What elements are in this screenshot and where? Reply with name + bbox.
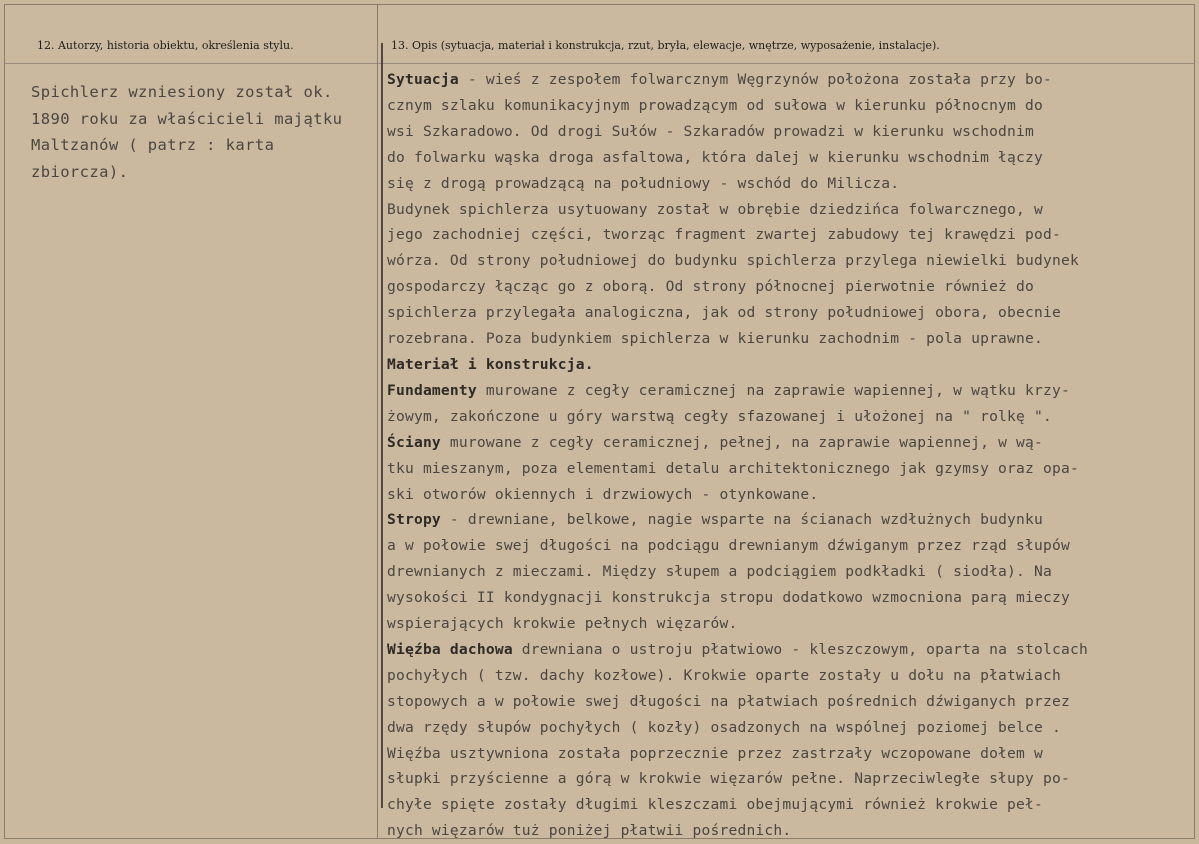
- description-line: Ściany murowane z cegły ceramicznej, pełnej, na zaprawie wapiennej, w wą-: [387, 433, 1043, 451]
- header-rule: [5, 63, 1194, 64]
- description-line: cznym szlaku komunikacyjnym prowadzącym od sułowa w kierunku północnym do: [387, 96, 1043, 114]
- description-line: stopowych a w połowie swej długości na płatwiach pośrednich dźwiganych przez: [387, 692, 1070, 710]
- description-line: do folwarku wąska droga asfaltowa, która dalej w kierunku wschodnim łączy: [387, 148, 1043, 166]
- description-line: słupki przyścienne a górą w krokwie więzarów pełne. Naprzeciwległe słupy po-: [387, 770, 1070, 788]
- description-line: drewnianych z mieczami. Między słupem a podciągiem podkładki ( siodła). Na: [387, 563, 1052, 581]
- description-line: nych więzarów tuż poniżej płatwii pośrednich.: [387, 822, 792, 840]
- description-line: chyłe spięte zostały długimi kleszczami obejmującymi również krokwie peł-: [387, 796, 1043, 814]
- description-line: pochyłych ( tzw. dachy kozłowe). Krokwie oparte zostały u dołu na płatwiach: [387, 666, 1061, 684]
- description-line: gospodarczy łącząc go z oborą. Od strony północnej pierwotnie również do: [387, 278, 1035, 296]
- section-13-heading: 13. Opis (sytuacja, materiał i konstrukcja, rzut, bryła, elewacje, wnętrze, wyposażenie, instalacje).: [391, 39, 940, 52]
- description-line: rozebrana. Poza budynkiem spichlerza w kierunku zachodnim - pola uprawne.: [387, 330, 1043, 348]
- description-line: Fundamenty murowane z cegły ceramicznej na zaprawie wapiennej, w wątku krzy-: [387, 381, 1070, 399]
- description-line: wórza. Od strony południowej do budynku spichlerza przylega niewielki budynek: [387, 252, 1079, 270]
- description-line: żowym, zakończone u góry warstwą cegły sfazowanej i ułożonej na " rolkę ".: [387, 407, 1052, 425]
- record-card: [4, 4, 1195, 839]
- description-text: [387, 67, 1187, 844]
- description-line: Sytuacja - wieś z zespołem folwarcznym Węgrzynów położona została przy bo-: [387, 71, 1052, 88]
- description-line: wspierających krokwie pełnych więzarów.: [387, 615, 738, 633]
- description-line: a w połowie swej długości na podciągu drewnianym dźwiganym przez rząd słupów: [387, 537, 1070, 555]
- history-text: [31, 79, 361, 185]
- history-line: Spichlerz wzniesiony został ok.: [31, 83, 333, 101]
- description-line: jego zachodniej części, tworząc fragment zwartej zabudowy tej krawędzi pod-: [387, 226, 1061, 244]
- history-line: Maltzanów ( patrz : karta: [31, 136, 275, 154]
- history-line: 1890 roku za właścicieli majątku: [31, 109, 343, 128]
- margin-marker-line: [381, 43, 383, 808]
- description-line: Stropy - drewniane, belkowe, nagie wsparte na ścianach wzdłużnych budynku: [387, 511, 1043, 529]
- description-line: wsi Szkaradowo. Od drogi Sułów - Szkaradów prowadzi w kierunku wschodnim: [387, 122, 1035, 140]
- subheading-material: Materiał i konstrukcja.: [387, 355, 594, 373]
- subheading-stropy: Stropy: [387, 511, 441, 529]
- description-line: wysokości II kondygnacji konstrukcja stropu dodatkowo wzmocniona parą mieczy: [387, 589, 1070, 607]
- description-line: Więźba dachowa drewniana o ustroju płatwiowo - kleszczowym, oparta na stolcach: [387, 640, 1088, 658]
- subheading-sciany: Ściany: [387, 433, 441, 451]
- description-line: dwa rzędy słupów pochyłych ( kozły) osadzonych na wspólnej poziomej belce .: [387, 718, 1061, 736]
- column-divider: [377, 5, 378, 838]
- description-line: [387, 352, 1187, 378]
- section-12-heading: 12. Autorzy, historia obiektu, określenia stylu.: [37, 39, 294, 52]
- description-line: spichlerza przylegała analogiczna, jak od strony południowej obora, obecnie: [387, 304, 1061, 322]
- description-line: tku mieszanym, poza elementami detalu architektonicznego jak gzymsy oraz opa-: [387, 459, 1079, 477]
- description-line: się z drogą prowadzącą na południowy - wschód do Milicza.: [387, 174, 900, 192]
- subheading-sytuacja: Sytuacja: [387, 71, 459, 88]
- history-line: zbiorcza).: [31, 162, 129, 181]
- subheading-fundamenty: Fundamenty: [387, 381, 477, 399]
- description-line: ski otworów okiennych i drzwiowych - otynkowane.: [387, 485, 819, 503]
- description-line: Budynek spichlerza usytuowany został w obrębie dziedzińca folwarcznego, w: [387, 200, 1043, 218]
- description-line: Więźba usztywniona została poprzecznie przez zastrzały wczopowane dołem w: [387, 744, 1043, 762]
- subheading-wiezba: Więźba dachowa: [387, 640, 513, 658]
